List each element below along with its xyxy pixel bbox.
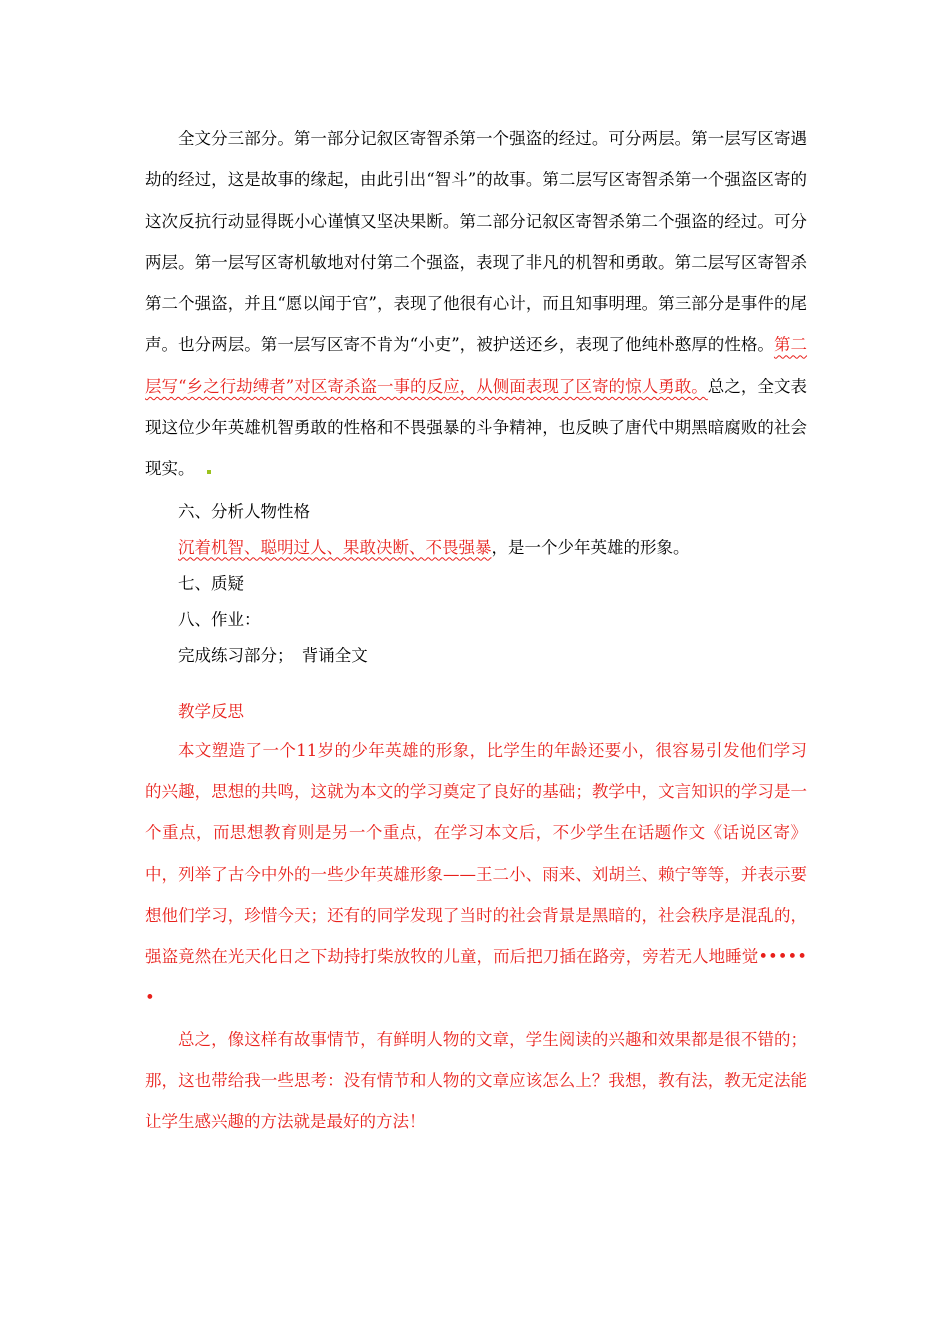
- homework-task: 完成练习部分； 背诵全文: [178, 645, 368, 665]
- structure-analysis-paragraph: [145, 118, 807, 490]
- character-traits-rest: ，是一个少年英雄的形象。: [491, 537, 690, 557]
- analysis-text-part2: 总之，全文表现这位少年英雄机智勇敢的性格和不畏强暴的斗争精神，也反映了唐代中期黑暗腐败的社会现实。: [145, 376, 808, 479]
- highlighted-analysis-text: 第二层写“乡之行劫缚者”对区寄杀盗一事的反应，从侧面表现了区寄的惊人勇敢。: [145, 335, 808, 396]
- reflection-paragraph-2: 总之，像这样有故事情节，有鲜明人物的文章，学生阅读的兴趣和效果都是很不错的；那，这也带给我一些思考：没有情节和人物的文章应该怎么上？我想，教有法，教无定法能让学生感兴趣的方法就是最好的方法！: [145, 1029, 807, 1132]
- reflection-paragraph-1: 本文塑造了一个11岁的少年英雄的形象，比学生的年龄还要小，很容易引发他们学习的兴趣，思想的共鸣，这就为本文的学习奠定了良好的基础；教学中，文言知识的学习是一个重点，而思想教育则是另一个重点，在学习本文后，不少学生在话题作文《话说区寄》中，列举了古今中外的一些少年英雄形象——王二小、雨来、刘胡兰、赖宁等等，并表示要想他们学习，珍惜今天；还有的同学发现了当时的社会背景是黑暗的，社会秩序是混乱的，强盗竟然在光天化日之下劫持打柴放牧的儿童，而后把刀插在路旁，旁若无人地睡觉••••••: [145, 740, 807, 1008]
- analysis-text-part1: 全文分三部分。第一部分记叙区寄智杀第一个强盗的经过。可分两层。第一层写区寄遇劫的经过，这是故事的缘起，由此引出“智斗”的故事。第二层写区寄智杀第一个强盗区寄的这次反抗行动显得既小心谨慎又坚决果断。第二部分记叙区寄智杀第二个强盗的经过。可分两层。第一层写区寄机敏地对付第二个强盗，表现了非凡的机智和勇敢。第二层写区寄智杀第二个强盗，并且“愿以闻于官”，表现了他很有心计，而且知事明理。第三部分是事件的尾声。也分两层。第一层写区寄不肯为“小吏”，被护送还乡，表现了他纯朴憨厚的性格。: [145, 129, 807, 355]
- edit-mark: [207, 470, 211, 474]
- character-traits-line: [145, 530, 807, 566]
- document-content: [145, 118, 807, 1143]
- section6-heading: 六、分析人物性格: [178, 501, 310, 521]
- section8-heading: 八、作业：: [178, 609, 261, 629]
- character-traits: 沉着机智、聪明过人、果敢决断、不畏强暴: [178, 537, 492, 557]
- reflection-title: 教学反思: [178, 701, 244, 721]
- section7-heading: 七、质疑: [178, 573, 244, 593]
